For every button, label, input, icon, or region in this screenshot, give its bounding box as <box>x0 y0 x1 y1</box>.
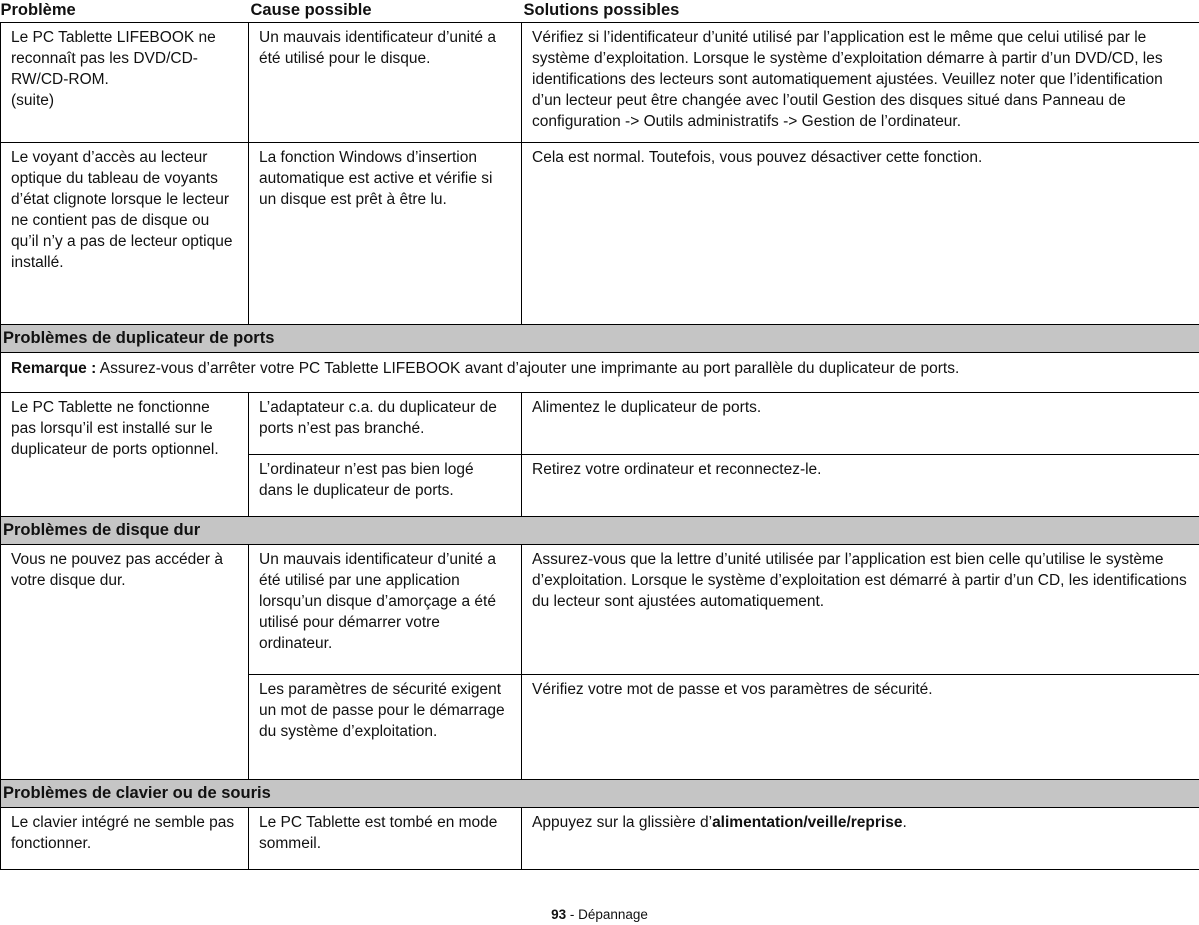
header-solution: Solutions possibles <box>523 1 680 19</box>
cause-cell: Un mauvais identificateur d’unité a été utilisé pour le disque. <box>249 23 522 143</box>
cause-cell: La fonction Windows d’insertion automatique est active et vérifie si un disque est prêt à être lu. <box>249 143 522 325</box>
table-header-row <box>1 0 1199 23</box>
cause-cell: Un mauvais identificateur d’unité a été utilisé par une application lorsqu’un disque d’amorçage a été utilisé pour démarrer votre ordinateur. <box>249 545 522 675</box>
solution-cell: Alimentez le duplicateur de ports. <box>522 393 1199 455</box>
solution-text: Appuyez sur la glissière d’ <box>532 814 713 831</box>
header-cause: Cause possible <box>250 1 372 19</box>
header-problem: Problème <box>0 1 76 19</box>
continued-label: (suite) <box>11 92 55 110</box>
cause-cell: Les paramètres de sécurité exigent un mot de passe pour le démarrage du système d’exploitation. <box>249 675 522 780</box>
solution-cell <box>522 808 1199 870</box>
problem-cell: Le clavier intégré ne semble pas fonctionner. <box>1 808 249 870</box>
section-title: Problèmes de clavier ou de souris <box>1 780 1199 808</box>
table-row <box>1 23 1199 143</box>
footer-section: Dépannage <box>578 907 648 922</box>
cause-cell: L’ordinateur n’est pas bien logé dans le duplicateur de ports. <box>249 455 522 517</box>
table-row <box>1 545 1199 675</box>
cause-cell: Le PC Tablette est tombé en mode sommeil. <box>249 808 522 870</box>
footer-separator: - <box>566 907 579 922</box>
note-row <box>1 353 1199 393</box>
section-header-disk <box>1 517 1199 545</box>
solution-cell: Assurez-vous que la lettre d’unité utilisée par l’application est bien celle qu’utilise le système d’exploitation. Lorsque le système d’exploitation est démarré à partir d’un CD, les identifications du lecteur sont ajustées automatiquement. <box>522 545 1199 675</box>
section-title: Problèmes de duplicateur de ports <box>1 325 1199 353</box>
problem-cell: Le voyant d’accès au lecteur optique du tableau de voyants d’état clignote lorsque le lecteur ne contient pas de disque ou qu’il n’y a pas de lecteur optique installé. <box>1 143 249 325</box>
power-switch-label: alimentation/veille/reprise <box>712 814 903 831</box>
section-title: Problèmes de disque dur <box>1 517 1199 545</box>
solution-cell: Cela est normal. Toutefois, vous pouvez désactiver cette fonction. <box>522 143 1199 325</box>
cause-cell: L’adaptateur c.a. du duplicateur de ports n’est pas branché. <box>249 393 522 455</box>
note-label: Remarque : <box>11 360 97 377</box>
solution-cell: Retirez votre ordinateur et reconnectez-le. <box>522 455 1199 517</box>
section-header-keyboard <box>1 780 1199 808</box>
problem-text: Le PC Tablette LIFEBOOK ne reconnaît pas les DVD/CD-RW/CD-ROM. <box>11 29 216 89</box>
problem-cell: Vous ne pouvez pas accéder à votre disque dur. <box>1 545 249 780</box>
solution-end: . <box>902 814 907 831</box>
table-row <box>1 143 1199 325</box>
table-row <box>1 393 1199 455</box>
note-text: Assurez-vous d’arrêter votre PC Tablette LIFEBOOK avant d’ajouter une imprimante au port parallèle du duplicateur de ports. <box>96 360 960 377</box>
problem-cell: Le PC Tablette ne fonctionne pas lorsqu’il est installé sur le duplicateur de ports optionnel. <box>1 393 249 517</box>
table-row <box>1 808 1199 870</box>
note-cell <box>1 353 1199 393</box>
solution-cell: Vérifiez votre mot de passe et vos paramètres de sécurité. <box>522 675 1199 780</box>
section-header-ports <box>1 325 1199 353</box>
page-number: 93 <box>551 907 567 922</box>
page-footer <box>0 906 1199 924</box>
problem-cell <box>1 23 249 143</box>
solution-cell: Vérifiez si l’identificateur d’unité utilisé par l’application est le même que celui utilisé par le système d’exploitation. Lorsque le système d’exploitation démarre à partir d’un DVD/CD, les identifications des lecteurs sont automatiquement ajustées. Veuillez noter que l’identification d’un lecteur peut être changée avec l’outil Gestion des disques situé dans Panneau de configuration -> Outils administratifs -> Gestion de l’ordinateur. <box>522 23 1199 143</box>
